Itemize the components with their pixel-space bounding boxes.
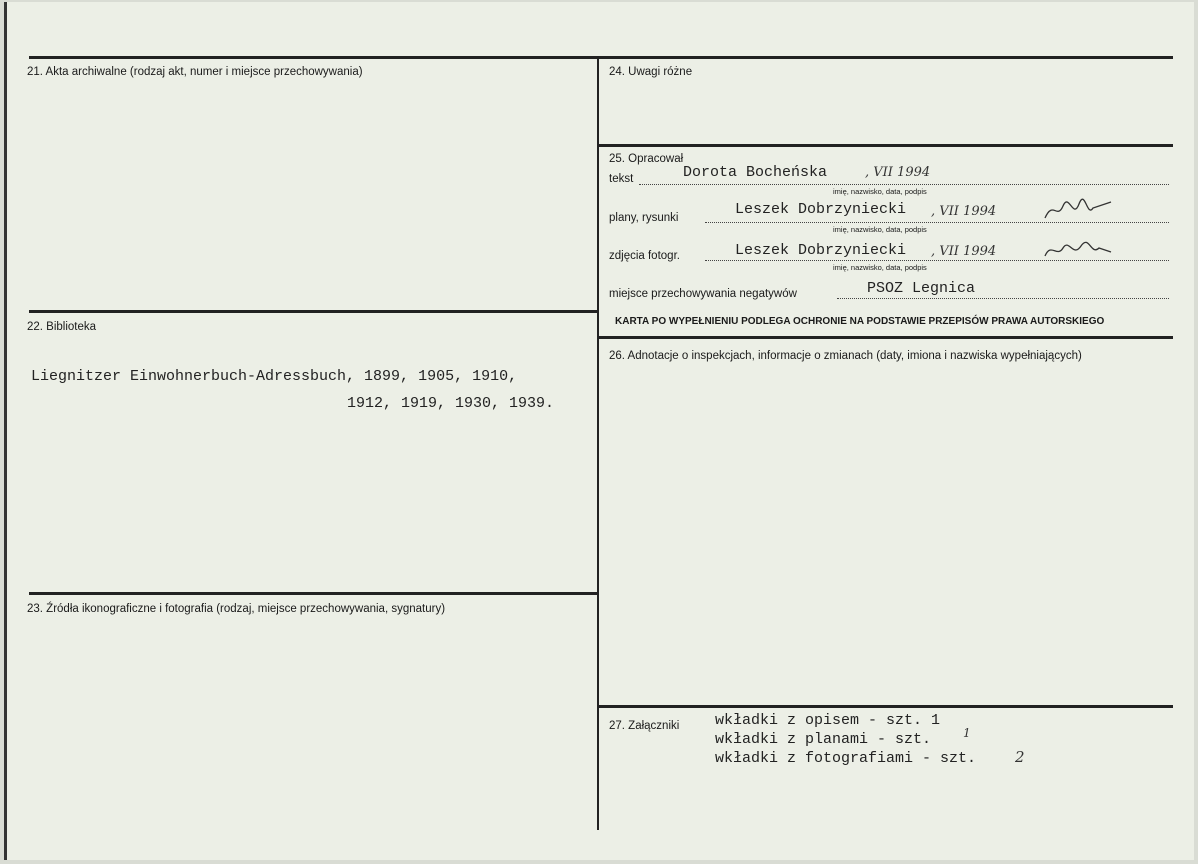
attachment-line-2-count: 1 bbox=[963, 726, 971, 740]
archive-card bbox=[4, 2, 1194, 860]
library-entry-line-2: 1912, 1919, 1930, 1939. bbox=[347, 395, 555, 412]
attachment-line-3: wkładki z fotografiami - szt. bbox=[715, 750, 977, 767]
tekst-dotted-line bbox=[639, 184, 1169, 185]
attachment-line-3-count: 2 bbox=[1015, 748, 1025, 766]
top-rule bbox=[29, 56, 1173, 59]
rule-25-26 bbox=[598, 336, 1173, 339]
rule-21-22 bbox=[29, 310, 598, 313]
column-divider bbox=[597, 56, 599, 830]
tekst-author: Dorota Bocheńska bbox=[683, 164, 828, 181]
plany-label: plany, rysunki bbox=[609, 212, 679, 224]
tekst-label: tekst bbox=[609, 173, 634, 185]
zdjecia-author: Leszek Dobrzyniecki bbox=[735, 242, 907, 259]
attachment-line-2: wkładki z planami - szt. bbox=[715, 731, 932, 748]
zdjecia-caption: imię, nazwisko, data, podpis bbox=[833, 263, 927, 272]
section-25-label: 25. Opracował bbox=[609, 153, 684, 165]
attachment-line-1: wkładki z opisem - szt. 1 bbox=[715, 712, 941, 729]
plany-caption: imię, nazwisko, data, podpis bbox=[833, 225, 927, 234]
section-22-label: 22. Biblioteka bbox=[27, 321, 97, 333]
miejsce-label: miejsce przechowywania negatywów bbox=[609, 288, 797, 300]
section-24-label: 24. Uwagi różne bbox=[609, 66, 693, 78]
copyright-notice: KARTA PO WYPEŁNIENIU PODLEGA OCHRONIE NA PODSTAWIE PRZEPISÓW PRAWA AUTORSKIEGO bbox=[615, 316, 1105, 327]
plany-signature bbox=[1043, 198, 1113, 224]
tekst-caption: imię, nazwisko, data, podpis bbox=[833, 187, 927, 196]
rule-24-25 bbox=[598, 144, 1173, 147]
section-21-label: 21. Akta archiwalne (rodzaj akt, numer i miejsce przechowywania) bbox=[27, 66, 363, 78]
miejsce-dotted-line bbox=[837, 298, 1169, 299]
plany-date: , VII 1994 bbox=[931, 204, 997, 219]
section-27-label: 27. Załączniki bbox=[609, 720, 680, 732]
zdjecia-date: , VII 1994 bbox=[931, 244, 997, 259]
zdjecia-label: zdjęcia fotogr. bbox=[609, 250, 680, 262]
plany-author: Leszek Dobrzyniecki bbox=[735, 201, 907, 218]
tekst-date: , VII 1994 bbox=[865, 165, 931, 180]
rule-26-27 bbox=[598, 705, 1173, 708]
section-26-label: 26. Adnotacje o inspekcjach, informacje o zmianach (daty, imiona i nazwiska wypełniających) bbox=[609, 350, 1082, 362]
library-entry-line-1: Liegnitzer Einwohnerbuch-Adressbuch, 1899, 1905, 1910, bbox=[31, 368, 518, 385]
section-23-label: 23. Źródła ikonograficzne i fotografia (rodzaj, miejsce przechowywania, sygnatury) bbox=[27, 603, 446, 615]
rule-22-23 bbox=[29, 592, 598, 595]
miejsce-value: PSOZ Legnica bbox=[867, 280, 976, 297]
zdjecia-signature bbox=[1043, 238, 1113, 262]
